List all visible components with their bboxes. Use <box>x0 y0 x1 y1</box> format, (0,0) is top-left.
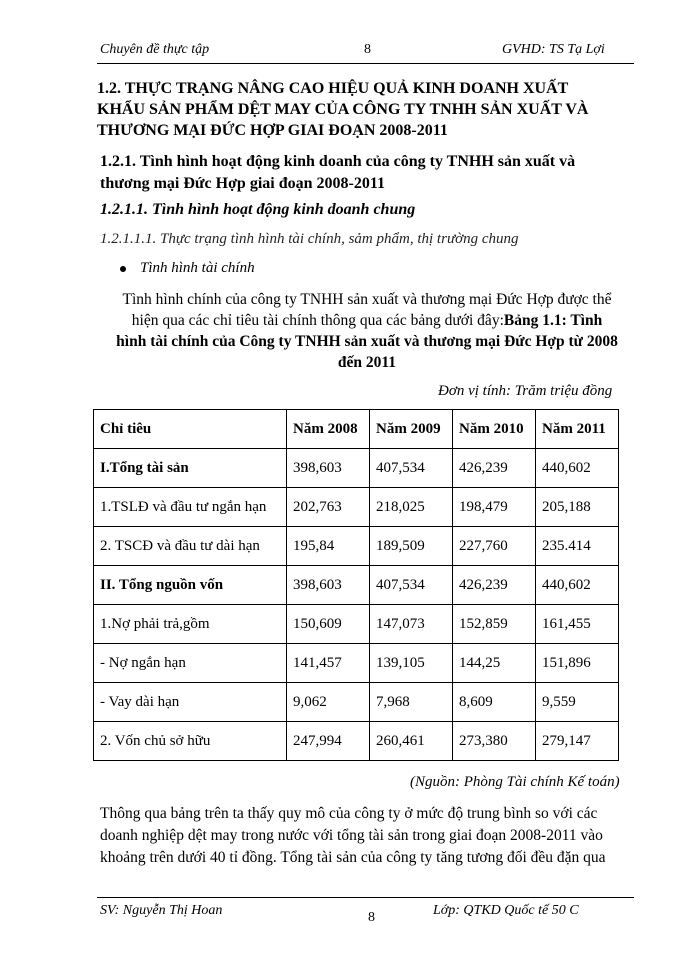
bullet-dot-icon <box>120 266 126 272</box>
table-row-label: 2. TSCĐ và đầu tư dài hạn <box>94 527 287 566</box>
table-row <box>94 644 619 683</box>
table-row-label: I.Tổng tài sản <box>94 449 287 488</box>
table-cell: 150,609 <box>287 605 370 644</box>
subsection-title-line: 1.2.1. Tình hình hoạt động kinh doanh của công ty TNHH sản xuất và <box>100 153 576 170</box>
table-row-label: 1.Nợ phải trả,gồm <box>94 605 287 644</box>
financial-table <box>93 409 619 761</box>
body-line: doanh nghiệp dệt may trong nước với tổng tài sản trong giai đoạn 2008-2011 vào <box>100 827 603 844</box>
table-header-cell: Năm 2010 <box>453 410 536 449</box>
section-title <box>97 78 637 141</box>
table-cell: 8,609 <box>453 683 536 722</box>
subsection-title <box>100 151 640 195</box>
table-row <box>94 488 619 527</box>
table-header-cell: Năm 2009 <box>370 410 453 449</box>
table-caption-line: đến 2011 <box>337 354 397 371</box>
table-row <box>94 722 619 761</box>
table-row-label: - Vay dài hạn <box>94 683 287 722</box>
intro-paragraph <box>97 289 637 373</box>
table-cell: 227,760 <box>453 527 536 566</box>
table-cell: 279,147 <box>536 722 619 761</box>
table-cell: 398,603 <box>287 449 370 488</box>
header-rule <box>97 63 634 64</box>
table-row-label: - Nợ ngắn hạn <box>94 644 287 683</box>
table-cell: 407,534 <box>370 449 453 488</box>
intro-line-text: hiện qua các chỉ tiêu tài chính thông qua các bảng dưới đây: <box>131 312 504 329</box>
footer-right: Lớp: QTKD Quốc tế 50 C <box>433 903 579 918</box>
table-row <box>94 527 619 566</box>
table-cell: 440,602 <box>536 566 619 605</box>
table-cell: 273,380 <box>453 722 536 761</box>
footer-rule <box>97 897 634 898</box>
table-cell: 152,859 <box>453 605 536 644</box>
table-cell: 218,025 <box>370 488 453 527</box>
table-cell: 9,559 <box>536 683 619 722</box>
table-cell: 147,073 <box>370 605 453 644</box>
header-right: GVHD: TS Tạ Lợi <box>502 42 605 57</box>
table-cell: 195,84 <box>287 527 370 566</box>
header-page-number: 8 <box>364 42 371 57</box>
table-cell: 151,896 <box>536 644 619 683</box>
unit-note: Đơn vị tính: Trăm triệu đồng <box>438 383 613 399</box>
intro-line: Tình hình chính của công ty TNHH sản xuất và thương mại Đức Hợp được thể <box>122 291 612 308</box>
footer-left: SV: Nguyễn Thị Hoan <box>100 903 223 918</box>
table-row <box>94 449 619 488</box>
table-cell: 398,603 <box>287 566 370 605</box>
header-left: Chuyên đề thực tập <box>100 42 210 57</box>
table-cell: 426,239 <box>453 449 536 488</box>
table-row <box>94 683 619 722</box>
table-cell: 139,105 <box>370 644 453 683</box>
table-row <box>94 605 619 644</box>
source-note: (Nguồn: Phòng Tài chính Kế toán) <box>410 774 620 790</box>
subsubsection-title: 1.2.1.1. Tình hình hoạt động kinh doanh chung <box>100 201 416 218</box>
table-row <box>94 566 619 605</box>
table-cell: 141,457 <box>287 644 370 683</box>
footer-page-number: 8 <box>368 910 375 925</box>
table-cell: 247,994 <box>287 722 370 761</box>
body-line: khoảng trên dưới 40 tỉ đồng. Tổng tài sản của công ty tăng tương đối đều đặn qua <box>100 849 606 866</box>
table-body <box>94 449 619 761</box>
section-title-line: THƯƠNG MẠI ĐỨC HỢP GIAI ĐOẠN 2008-2011 <box>97 122 448 139</box>
table-header-cell: Chỉ tiêu <box>94 410 287 449</box>
subsection-title-line: thương mại Đức Hợp giai đoạn 2008-2011 <box>100 175 385 192</box>
table-header-cell: Năm 2008 <box>287 410 370 449</box>
table-cell: 440,602 <box>536 449 619 488</box>
table-row-label: 1.TSLĐ và đầu tư ngắn hạn <box>94 488 287 527</box>
table-row-label: II. Tổng nguồn vốn <box>94 566 287 605</box>
section-title-line: 1.2. THỰC TRẠNG NÂNG CAO HIỆU QUẢ KINH DOANH XUẤT <box>97 80 569 97</box>
bullet-text: Tình hình tài chính <box>140 260 255 276</box>
table-caption-line: hình tài chính của Công ty TNHH sản xuất và thương mại Đức Hợp từ 2008 <box>116 333 618 350</box>
subsubsubsection-title: 1.2.1.1.1. Thực trạng tình hình tài chính, sảm phẩm, thị trường chung <box>100 231 519 247</box>
table-cell: 426,239 <box>453 566 536 605</box>
table-cell: 202,763 <box>287 488 370 527</box>
table-cell: 144,25 <box>453 644 536 683</box>
table-cell: 205,188 <box>536 488 619 527</box>
table-cell: 189,509 <box>370 527 453 566</box>
bullet-item <box>120 260 255 277</box>
intro-line <box>97 310 637 331</box>
table-caption-start: Bảng 1.1: Tình <box>503 312 603 329</box>
table-header-row <box>94 410 619 449</box>
body-paragraph <box>100 803 640 869</box>
table-cell: 7,968 <box>370 683 453 722</box>
table-cell: 407,534 <box>370 566 453 605</box>
table-header-cell: Năm 2011 <box>536 410 619 449</box>
table-cell: 9,062 <box>287 683 370 722</box>
table-cell: 161,455 <box>536 605 619 644</box>
section-title-line: KHẨU SẢN PHẨM DỆT MAY CỦA CÔNG TY TNHH SẢN XUẤT VÀ <box>97 101 589 118</box>
table-row-label: 2. Vốn chủ sở hữu <box>94 722 287 761</box>
table-cell: 235.414 <box>536 527 619 566</box>
table-cell: 198,479 <box>453 488 536 527</box>
body-line: Thông qua bảng trên ta thấy quy mô của công ty ở mức độ trung bình so với các <box>100 805 598 822</box>
table-cell: 260,461 <box>370 722 453 761</box>
